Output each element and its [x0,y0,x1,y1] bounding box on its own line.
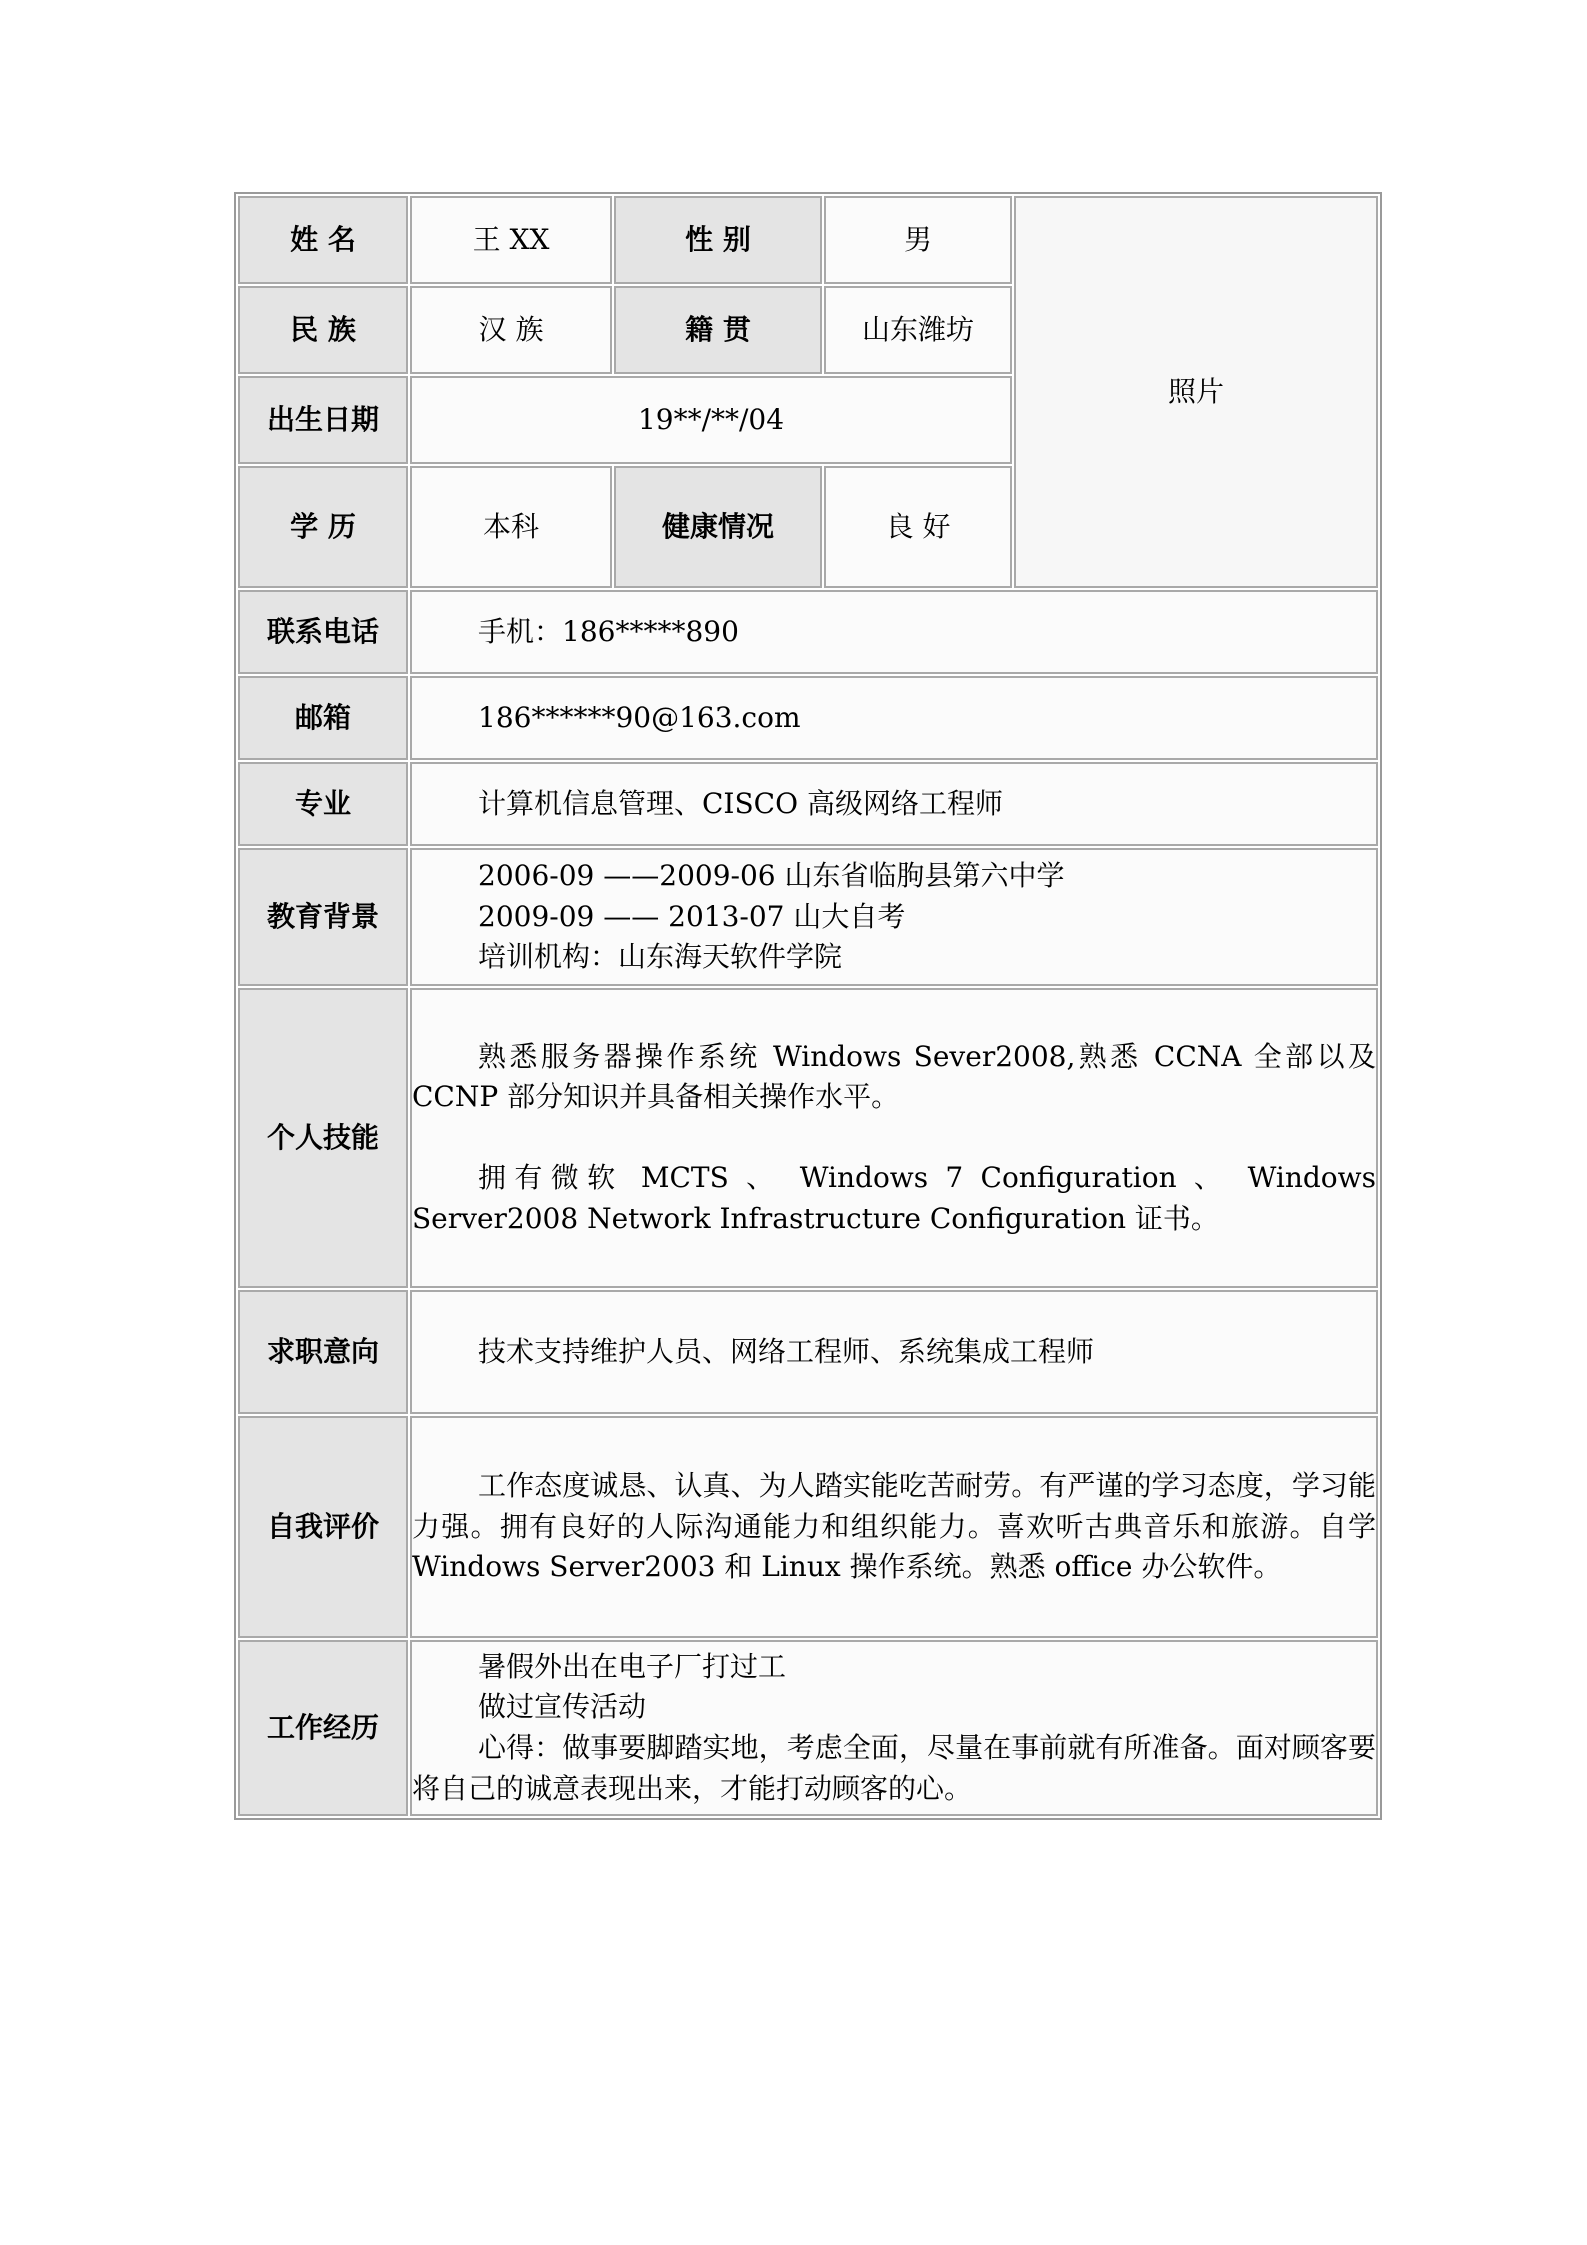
health-label: 健康情况 [614,466,822,588]
email-label: 邮箱 [238,676,408,760]
job-intention-value: 技术支持维护人员、网络工程师、系统集成工程师 [478,1334,1095,1368]
major-value: 计算机信息管理、CISCO 高级网络工程师 [478,786,1003,820]
work-experience-label: 工作经历 [238,1640,408,1816]
self-evaluation-text: 工作态度诚恳、认真、为人踏实能吃苦耐劳。有严谨的学习态度，学习能力强。拥有良好的人际沟通能力和组织能力。喜欢听古典音乐和旅游。自学 Windows Server2003 和 Linux 操作系统。熟悉 office 办公软件。 [412,1469,1376,1584]
row-skills [238,988,1378,1288]
major-label: 专业 [238,762,408,846]
education-background-label: 教育背景 [238,848,408,986]
row-name-gender [238,196,1378,284]
email-value: 186******90@163.com [478,700,801,734]
job-intention-label: 求职意向 [238,1290,408,1414]
work-insight: 心得：做事要脚踏实地，考虑全面，尽量在事前就有所准备。面对顾客要将自己的诚意表现出来，才能打动顾客的心。 [412,1731,1376,1805]
self-evaluation-label: 自我评价 [238,1416,408,1638]
education-label: 学 历 [238,466,408,588]
education-line: 2009-09 —— 2013-07 山大自考 [478,899,906,933]
row-phone [238,590,1378,674]
phone-label: 联系电话 [238,590,408,674]
skills-paragraph: 拥有微软 MCTS 、 Windows 7 Configuration 、 Windows Server2008 Network Infrastructure Configuration 证书。 [412,1161,1376,1235]
name-value: 王 XX [410,196,612,284]
job-intention-cell [410,1290,1378,1414]
work-line: 做过宣传活动 [478,1690,647,1724]
skills-paragraph: 熟悉服务器操作系统 Windows Sever2008,熟悉 CCNA 全部以及 CCNP 部分知识并具备相关操作水平。 [412,1039,1376,1114]
row-email [238,676,1378,760]
major-cell [410,762,1378,846]
phone-cell [410,590,1378,674]
row-work-experience [238,1640,1378,1816]
photo-text: 照片 [1167,374,1224,408]
education-value: 本科 [410,466,612,588]
work-line: 暑假外出在电子厂打过工 [478,1649,787,1683]
ethnicity-label: 民 族 [238,286,408,374]
row-education-background [238,848,1378,986]
row-major [238,762,1378,846]
email-cell [410,676,1378,760]
health-value: 良 好 [824,466,1012,588]
education-line: 培训机构：山东海天软件学院 [478,940,843,974]
origin-value: 山东潍坊 [824,286,1012,374]
photo-placeholder [1014,196,1378,588]
resume-table [234,192,1382,1820]
gender-label: 性 别 [614,196,822,284]
education-background-cell [410,848,1378,986]
birth-value: 19**/**/04 [410,376,1012,464]
skills-cell [410,988,1378,1288]
gender-value: 男 [824,196,1012,284]
birth-label: 出生日期 [238,376,408,464]
paragraph-gap [412,1118,1376,1158]
education-line: 2006-09 ——2009-06 山东省临朐县第六中学 [478,859,1065,893]
skills-label: 个人技能 [238,988,408,1288]
phone-value: 手机：186*****890 [478,614,739,648]
name-label: 姓 名 [238,196,408,284]
row-job-intention [238,1290,1378,1414]
row-self-evaluation [238,1416,1378,1638]
ethnicity-value: 汉 族 [410,286,612,374]
work-experience-cell [410,1640,1378,1816]
self-evaluation-cell [410,1416,1378,1638]
origin-label: 籍 贯 [614,286,822,374]
